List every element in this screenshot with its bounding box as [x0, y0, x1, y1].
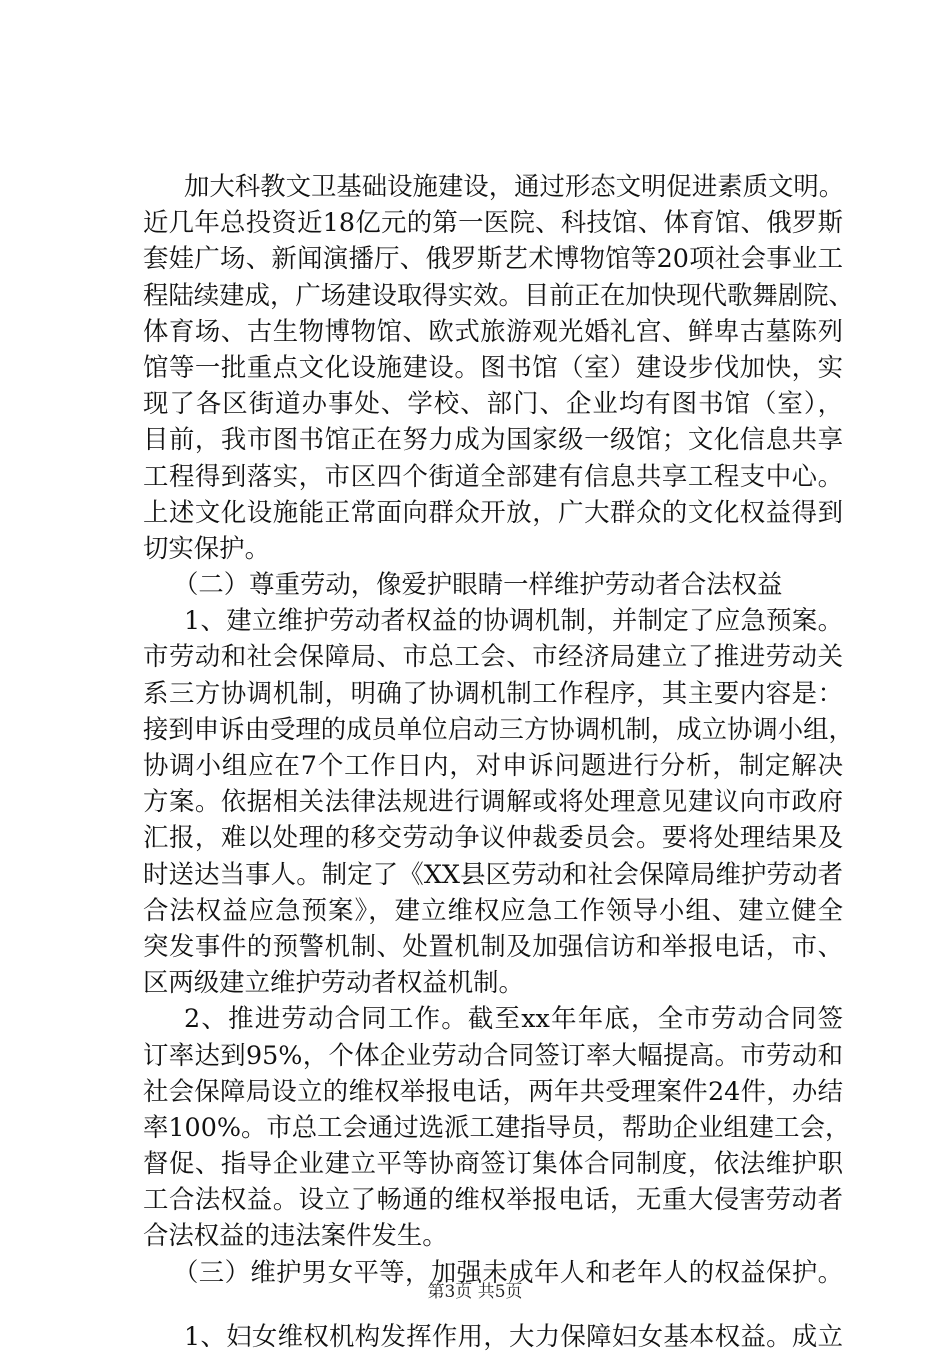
section-heading: （二）尊重劳动，像爱护眼睛一样维护劳动者合法权益 — [173, 569, 783, 600]
paragraph-line: 1、建立维护劳动者权益的协调机制，并制定了应急预案。 — [184, 605, 843, 636]
paragraph-line: 近几年总投资近18亿元的第一医院、科技馆、体育馆、俄罗斯 — [143, 207, 843, 238]
paragraph-line: 工合法权益。设立了畅通的维权举报电话，无重大侵害劳动者 — [143, 1184, 843, 1215]
paragraph-line: 程陆续建成，广场建设取得实效。目前正在加快现代歌舞剧院、 — [143, 279, 854, 310]
paragraph-line: 切实保护。 — [143, 532, 270, 563]
paragraph-line: 合法权益应急预案》，建立维权应急工作领导小组、建立健全 — [143, 894, 843, 925]
paragraph-line: 市劳动和社会保障局、市总工会、市经济局建立了推进劳动关 — [143, 641, 843, 672]
document-body — [143, 168, 854, 1354]
section-heading: （三）维护男女平等，加强未成年人和老年人的权益保护。 — [173, 1256, 843, 1287]
paragraph-line: 接到申诉由受理的成员单位启动三方协调机制，成立协调小组， — [143, 713, 854, 744]
paragraph-line: 现了各区街道办事处、学校、部门、企业均有图书馆（室）， — [143, 388, 843, 419]
paragraph-line: 方案。依据相关法律法规进行调解或将处理意见建议向市政府 — [143, 786, 843, 817]
paragraph-line: 套娃广场、新闻演播厅、俄罗斯艺术博物馆等20项社会事业工 — [143, 243, 843, 274]
paragraph-line: 馆等一批重点文化设施建设。图书馆（室）建设步伐加快，实 — [143, 351, 843, 382]
paragraph-line: 区两级建立维护劳动者权益机制。 — [143, 967, 524, 998]
paragraph-line: 汇报，难以处理的移交劳动争议仲裁委员会。要将处理结果及 — [143, 822, 843, 853]
paragraph-line: 1、妇女维权机构发挥作用，大力保障妇女基本权益。成立 — [184, 1320, 843, 1351]
paragraph-line: 合法权益的违法案件发生。 — [143, 1220, 448, 1251]
paragraph-line: 加大科教文卫基础设施建设，通过形态文明促进素质文明。 — [184, 171, 845, 201]
paragraph-line: 突发事件的预警机制、处置机制及加强信访和举报电话，市、 — [143, 930, 843, 961]
page-number-footer: 第3页 共5页 — [427, 1282, 523, 1302]
paragraph-line: 2、推进劳动合同工作。截至xx年年底，全市劳动合同签 — [184, 1003, 843, 1034]
paragraph-line: 率100%。市总工会通过选派工建指导员，帮助企业组建工会， — [143, 1111, 851, 1142]
paragraph-line: 体育场、古生物博物馆、欧式旅游观光婚礼宫、鲜卑古墓陈列 — [143, 315, 843, 346]
paragraph-line: 上述文化设施能正常面向群众开放，广大群众的文化权益得到 — [143, 496, 843, 527]
paragraph-line: 系三方协调机制，明确了协调机制工作程序，其主要内容是： — [143, 677, 843, 708]
paragraph-line: 订率达到95%，个体企业劳动合同签订率大幅提高。市劳动和 — [143, 1039, 843, 1070]
paragraph-line: 协调小组应在7个工作日内，对申诉问题进行分析，制定解决 — [143, 750, 843, 780]
paragraph-line: 社会保障局设立的维权举报电话，两年共受理案件24件，办结 — [143, 1075, 843, 1106]
paragraph-line: 督促、指导企业建立平等协商签订集体合同制度，依法维护职 — [143, 1148, 843, 1179]
paragraph-line: 时送达当事人。制定了《XX县区劳动和社会保障局维护劳动者 — [143, 858, 843, 889]
paragraph-line: 目前，我市图书馆正在努力成为国家级一级馆；文化信息共享 — [143, 424, 843, 455]
paragraph-line: 工程得到落实，市区四个街道全部建有信息共享工程支中心。 — [143, 460, 843, 491]
